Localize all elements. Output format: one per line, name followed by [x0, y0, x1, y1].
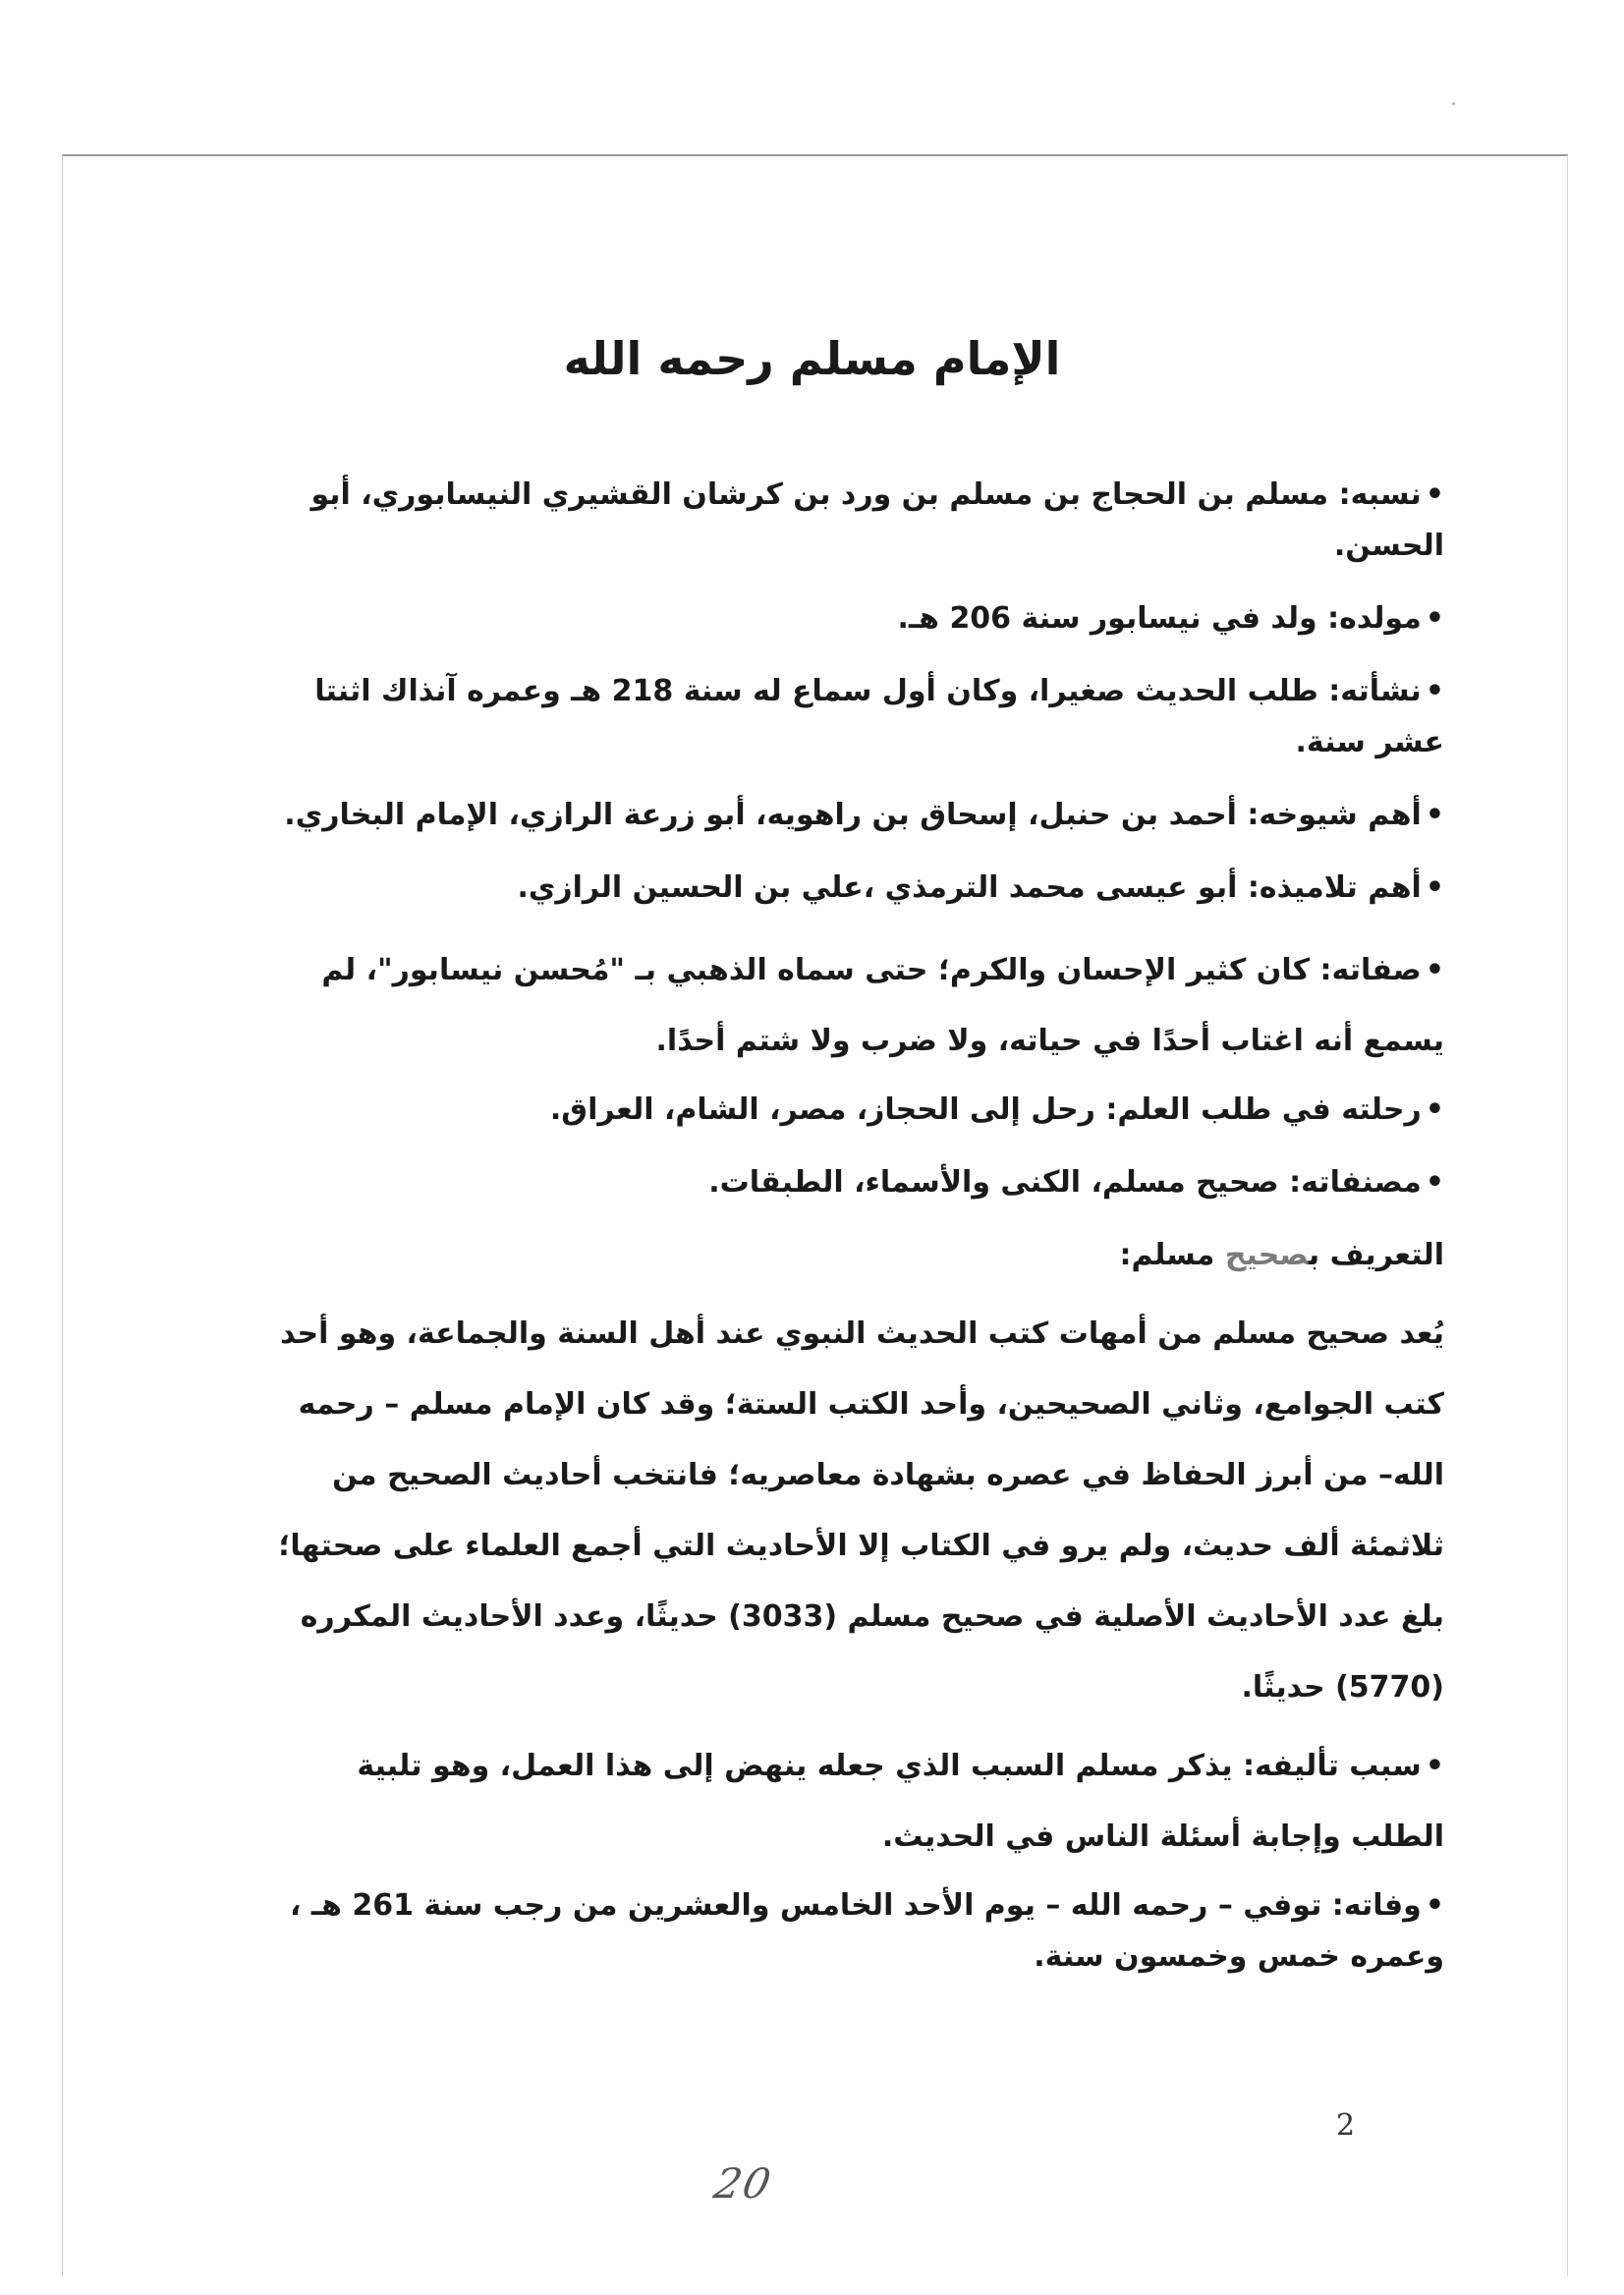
section-works	[265, 1157, 1444, 1208]
intro-subheading	[265, 1230, 1444, 1281]
section-travels	[265, 1085, 1444, 1136]
bullet: •	[1425, 1092, 1444, 1127]
section-label: صفاته:	[1319, 953, 1422, 987]
section-death	[265, 1880, 1444, 1983]
section-text: أبو عيسى محمد الترمذي ،علي بن الحسين الرازي.	[517, 870, 1238, 905]
section-reason	[265, 1731, 1444, 1873]
section-label: مولده:	[1327, 601, 1422, 636]
bullet: •	[1425, 674, 1444, 708]
bullet: •	[1425, 798, 1444, 832]
section-teachers	[265, 790, 1444, 841]
section-text: مسلم بن الحجاج بن مسلم بن ورد بن كرشان القشيري النيسابوري، أبو الحسن.	[310, 477, 1444, 563]
section-label: نشأته:	[1328, 674, 1422, 708]
handwritten-page-number: 20	[709, 2159, 777, 2208]
page-number: 2	[1336, 2108, 1356, 2143]
section-text: ولد في نيسابور سنة 206 هـ.	[897, 601, 1317, 636]
section-birth	[265, 593, 1444, 644]
section-label: سبب تأليفه:	[1243, 1749, 1422, 1783]
bullet: •	[1425, 1749, 1444, 1783]
subheading-faded: صحيح	[1224, 1238, 1309, 1272]
section-label: رحلته في طلب العلم:	[1105, 1092, 1422, 1127]
section-text: كان كثير الإحسان والكرم؛ حتى سماه الذهبي بـ "مُحسن نيسابور"، لم يسمع أنه اغتاب أحدًا في حياته، ولا ضرب ولا شتم أحدًا.	[321, 953, 1444, 1058]
section-traits	[265, 935, 1444, 1077]
section-label: نسبه:	[1338, 477, 1422, 512]
section-students	[265, 863, 1444, 914]
section-text: رحل إلى الحجاز، مصر، الشام، العراق.	[549, 1092, 1095, 1127]
document-title: الإمام مسلم رحمه الله	[563, 332, 1061, 385]
bullet: •	[1425, 953, 1444, 987]
subheading-suffix: مسلم:	[1119, 1238, 1225, 1272]
bullet: •	[1425, 1888, 1444, 1923]
section-label: مصنفاته:	[1289, 1165, 1422, 1200]
section-text: يذكر مسلم السبب الذي جعله ينهض إلى هذا العمل، وهو تلبية الطلب وإجابة أسئلة الناس في الحديث.	[357, 1749, 1444, 1854]
section-label: وفاته:	[1331, 1888, 1422, 1923]
section-lineage	[265, 470, 1444, 572]
section-text: أحمد بن حنبل، إسحاق بن راهويه، أبو زرعة الرازي، الإمام البخاري.	[284, 798, 1237, 832]
bullet: •	[1425, 1165, 1444, 1200]
section-upbringing	[265, 666, 1444, 768]
bullet: •	[1425, 870, 1444, 905]
bullet: •	[1425, 601, 1444, 636]
section-text: طلب الحديث صغيرا، وكان أول سماع له سنة 218 هـ وعمره آنذاك اثنتا عشر سنة.	[314, 674, 1444, 759]
section-text: صحيح مسلم، الكنى والأسماء، الطبقات.	[708, 1165, 1279, 1200]
subheading-prefix: التعريف ب	[1308, 1238, 1444, 1272]
section-label: أهم شيوخه:	[1247, 798, 1422, 832]
scan-speck	[1452, 102, 1455, 105]
bullet: •	[1425, 477, 1444, 512]
document-body	[265, 470, 1444, 2004]
section-label: أهم تلاميذه:	[1247, 870, 1422, 905]
section-text: توفي – رحمه الله – يوم الأحد الخامس والعشرين من رجب سنة 261 هـ ، وعمره خمس وخمسون سنة.	[290, 1888, 1444, 1974]
intro-paragraph: يُعد صحيح مسلم من أمهات كتب الحديث النبوي عند أهل السنة والجماعة، وهو أحد كتب الجوامع، وثاني الصحيحين، وأحد الكتب الستة؛ وقد كان الإمام مسلم – رحمه الله– من أبرز الحفاظ في عصره بشهادة معاصريه؛ فانتخب أحاديث الصحيح من ثلاثمئة ألف حديث، ولم يرو في الكتاب إلا الأحاديث التي أجمع العلماء على صحتها؛ بلغ عدد الأحاديث الأصلية في صحيح مسلم (3033) حديثًا، وعدد الأحاديث المكرره (5770) حديثًا.	[278, 1316, 1444, 1705]
